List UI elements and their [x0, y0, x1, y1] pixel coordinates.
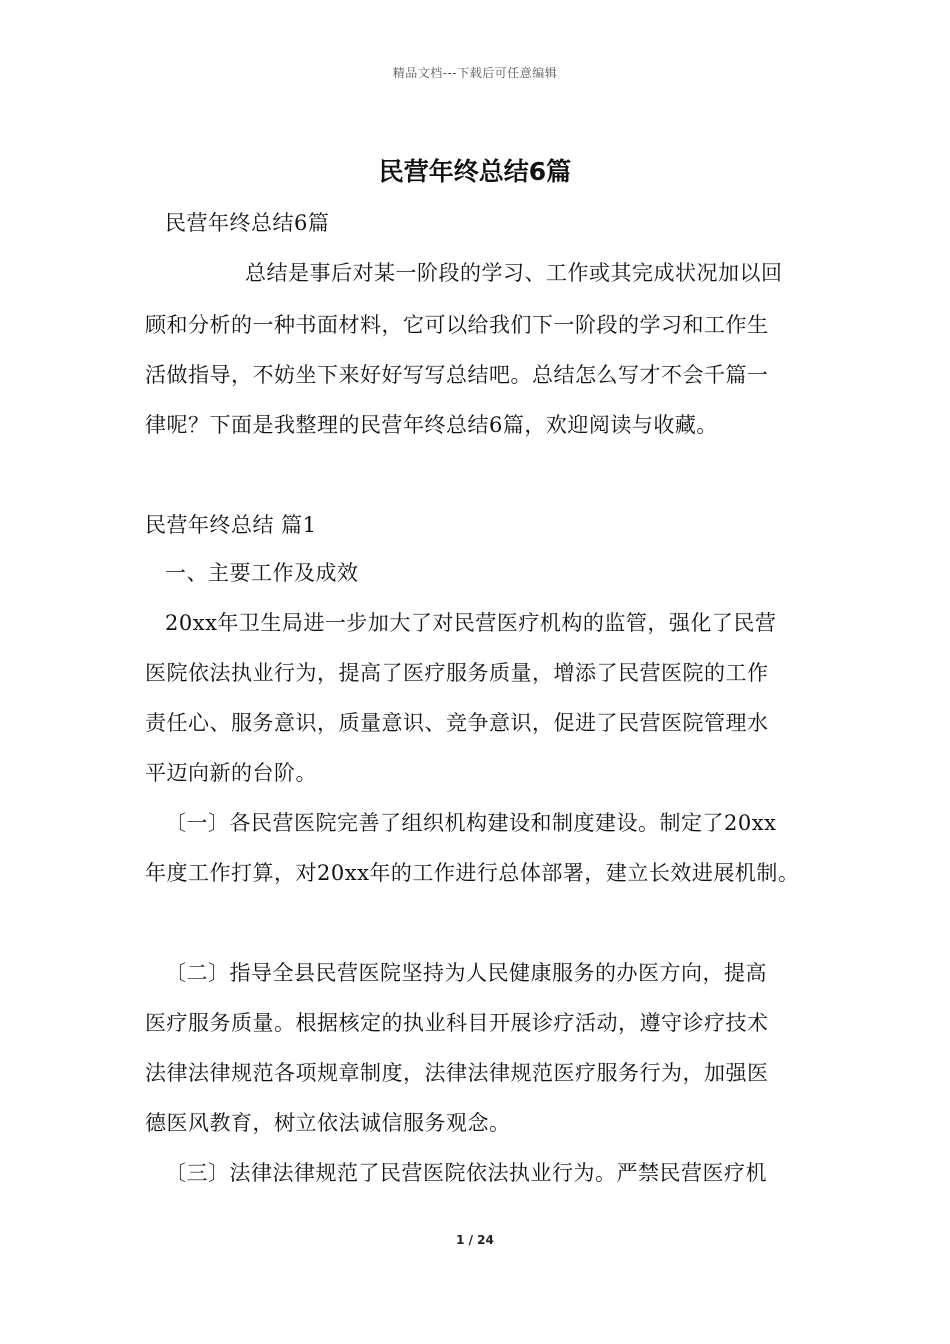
paragraph-line: 〔一〕各民营医院完善了组织机构建设和制度建设。制定了20xx — [165, 811, 777, 835]
paragraph-line: 律呢？下面是我整理的民营年终总结6篇，欢迎阅读与收藏。 — [145, 413, 718, 437]
paragraph-line: 总结是事后对某一阶段的学习、工作或其完成状况加以回 — [245, 261, 783, 285]
paragraph-line: 法律法律规范各项规章制度，法律法律规范医疗服务行为，加强医 — [145, 1061, 769, 1085]
paragraph-line: 〔二〕指导全县民营医院坚持为人民健康服务的办医方向，提高 — [165, 961, 767, 985]
subtitle-line: 民营年终总结6篇 — [165, 211, 330, 235]
paragraph-line: 医疗服务质量。根据核定的执业科目开展诊疗活动，遵守诊疗技术 — [145, 1011, 769, 1035]
document-title: 民营年终总结6篇 — [378, 157, 572, 186]
section-heading: 民营年终总结 篇1 — [145, 513, 317, 537]
paragraph-line: 年度工作打算，对20xx年的工作进行总体部署，建立长效进展机制。 — [145, 861, 800, 885]
paragraph-line: 医院依法执业行为，提高了医疗服务质量，增添了民营医院的工作 — [145, 661, 769, 685]
page-number: 1 / 24 — [456, 1233, 494, 1247]
paragraph-line: 责任心、服务意识，质量意识、竞争意识，促进了民营医院管理水 — [145, 711, 769, 735]
header-note: 精品文档---下载后可任意编辑 — [392, 66, 558, 80]
paragraph-line: 20xx年卫生局进一步加大了对民营医疗机构的监管，强化了民营 — [165, 611, 777, 635]
paragraph-line: 平迈向新的台阶。 — [145, 761, 317, 785]
subsection-heading: 一、主要工作及成效 — [165, 561, 359, 585]
paragraph-line: 顾和分析的一种书面材料，它可以给我们下一阶段的学习和工作生 — [145, 313, 769, 337]
paragraph-line: 德医风教育，树立依法诚信服务观念。 — [145, 1111, 511, 1135]
paragraph-line: 〔三〕法律法律规范了民营医院依法执业行为。严禁民营医疗机 — [165, 1161, 767, 1185]
paragraph-line: 活做指导，不妨坐下来好好写写总结吧。总结怎么写才不会千篇一 — [145, 363, 769, 387]
